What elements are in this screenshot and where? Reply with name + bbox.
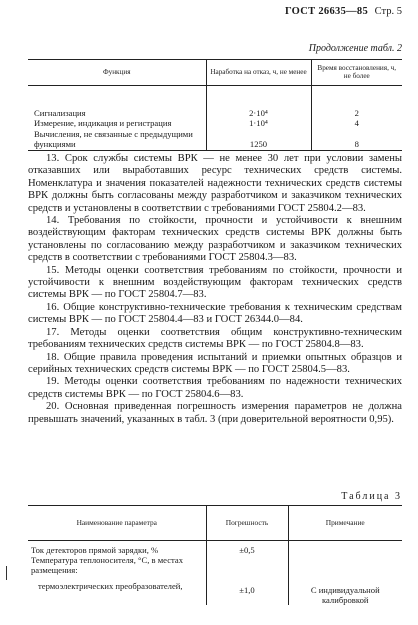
parameter-cell: термоэлектрических преобразователей, (38, 581, 183, 591)
error-cell (206, 555, 288, 575)
paragraph-20: 20. Основная приведенная погрешность измерения параметров не должна превышать значений, указанных в табл. 3 (при доверительной вероятности 0,95). (28, 401, 402, 425)
table-row (28, 129, 402, 151)
table-2 (28, 59, 402, 151)
restore-cell: 8 (311, 129, 402, 151)
paragraph-16: 16. Общие конструктивно-технические требования к техническим средствам системы ВРК — по ГОСТ 25804.4—83 и ГОСТ 26344.0—84. (28, 301, 402, 326)
paragraph-14: 14. Требования по стойкости, прочности и устойчивости к внешним воздействующим факторам технических средств системы ВРК должны быть установлены по согласованию между разработчиком и заказчиком технических средств в соответствии с требованиями ГОСТ 25804.3—83. (28, 215, 402, 264)
column-header-function: Функция (28, 60, 206, 86)
table2-continuation-caption: Продолжение табл. 2 (308, 43, 402, 54)
function-cell: Вычисления, не связанные с предыдущими функциями (28, 129, 206, 151)
table-3 (28, 505, 402, 605)
table3-caption: Таблица 3 (341, 491, 402, 502)
standard-number: ГОСТ 26635—85 (284, 6, 369, 17)
note-cell (288, 541, 402, 556)
paragraph-18: 18. Общие правила проведения испытаний и приемки опытных образцов и серийных технических средств системы ВРК — по ГОСТ 25804.5—83. (28, 351, 402, 375)
column-header-mtbf: Наработка на отказ, ч, не менее (206, 60, 311, 86)
column-header-note: Примечание (288, 506, 402, 541)
table-row (28, 85, 402, 118)
mtbf-cell: 2·10⁴ (206, 85, 311, 118)
paragraph-19: 19. Методы оценки соответствия требованиям по надежности технических средств системы ВРК — по ГОСТ 25804.6—83. (28, 376, 402, 400)
paragraph-17: 17. Методы оценки соответствия общим конструктивно-техническим требованиям технических средств системы ВРК — по ГОСТ 25804.8—83. (28, 326, 402, 351)
table-row (28, 118, 402, 129)
table-row (28, 575, 402, 605)
margin-mark (6, 566, 7, 580)
function-cell: Сигнализация (34, 107, 86, 118)
error-cell: ±0,5 (206, 541, 288, 556)
restore-cell: 2 (311, 85, 402, 118)
body-text (28, 153, 402, 426)
column-header-parameter: Наименование параметра (28, 506, 206, 541)
note-cell (288, 555, 402, 575)
column-header-restore-time: Время восстановления, ч, не более (311, 60, 402, 86)
paragraph-15: 15. Методы оценки соответствия требованиям по стойкости, прочности и устойчивости к внешним воздействующим факторам технических средств системы ВРК — по ГОСТ 25804.7—83. (28, 264, 402, 301)
note-cell: С индивидуальной калибровкой (288, 575, 402, 605)
page-number: Стр. 5 (374, 6, 402, 17)
mtbf-cell: 1·10⁴ (206, 118, 311, 129)
page-header (285, 6, 402, 17)
parameter-cell: Ток детекторов прямой зарядки, % (31, 545, 159, 555)
table-row (28, 555, 402, 575)
error-cell: ±1,0 (206, 575, 288, 605)
table-row (28, 541, 402, 556)
mtbf-cell: 1250 (206, 129, 311, 151)
column-header-error: Погрешность (206, 506, 288, 541)
restore-cell: 4 (311, 118, 402, 129)
parameter-cell: Температура теплоносителя, °С, в местах размещения: (31, 555, 183, 575)
paragraph-13: 13. Срок службы системы ВРК — не менее 30 лет при условии замены отказавших или выработавших ресурс технических средств системы. Номенклатура и значения показателей надежности технических средств системы ВРК должны быть согласованы между разработчиком и заказчиком технических средств и установлены в соответствии с требованиями ГОСТ 25804.2—83. (28, 153, 402, 214)
function-cell: Измерение, индикация и регистрация (34, 118, 172, 129)
